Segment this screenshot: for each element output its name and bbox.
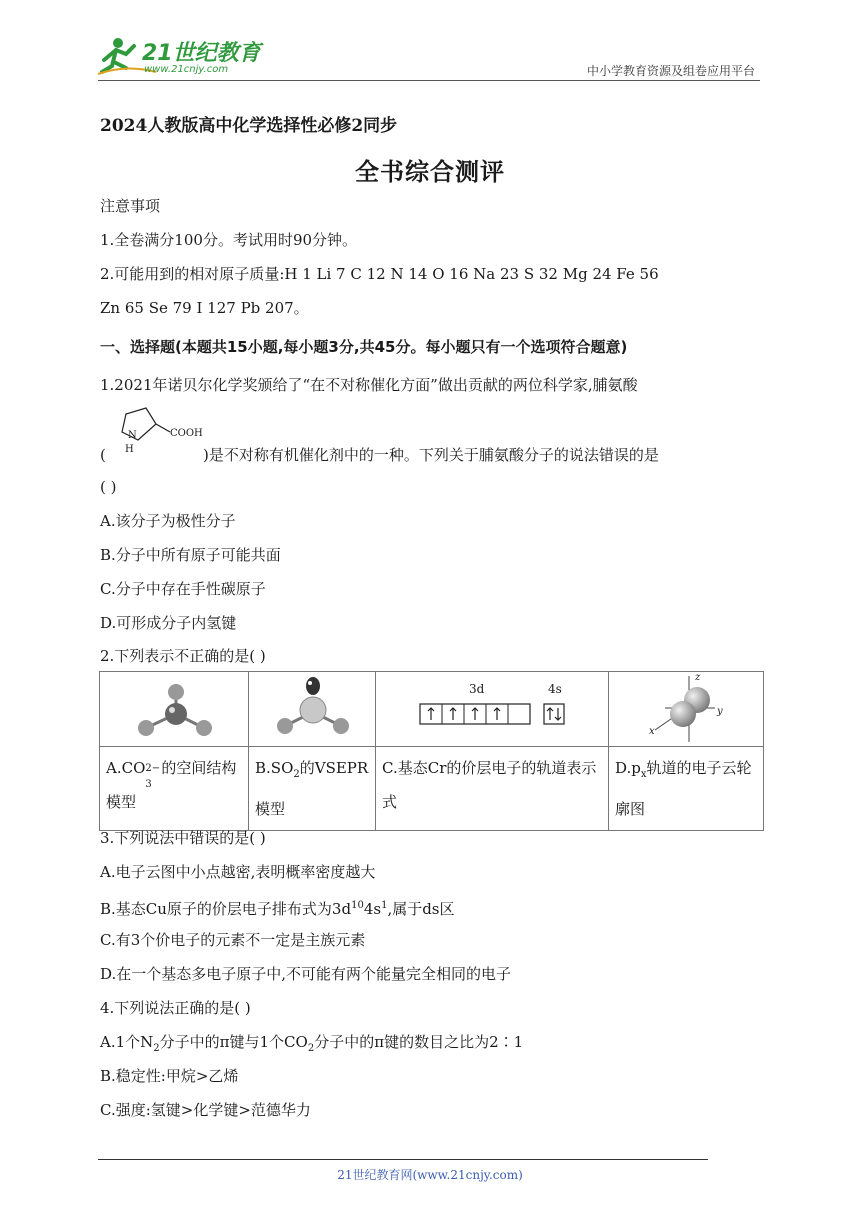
q2-stem: 2.下列表示不正确的是( ) (100, 647, 266, 665)
proline-structure (110, 400, 210, 460)
trigonal-planar-model-icon (100, 672, 248, 746)
q3-stem: 3.下列说法中错误的是( ) (100, 829, 266, 847)
q1-stem-line1: 1.2021年诺贝尔化学奖颁给了“在不对称催化方面”做出贡献的两位科学家,脯氨酸 (100, 376, 638, 394)
q3-option-a: A.电子云图中小点越密,表明概率密度越大 (100, 863, 376, 881)
doc-title: 全书综合测评 (355, 158, 505, 186)
q2-pic-b (249, 672, 376, 747)
struct-h-label: H (125, 444, 134, 455)
vsepr-model-icon (249, 672, 375, 746)
q3-option-d: D.在一个基态多电子原子中,不可能有两个能量完全相同的电子 (100, 965, 512, 983)
q1-option-a: A.该分子为极性分子 (100, 512, 236, 530)
logo-url: www.21cnjy.com (144, 64, 229, 75)
site-logo (96, 34, 261, 80)
q2-pic-a (100, 672, 249, 747)
q4-option-c: C.强度:氢键>化学键>范德华力 (100, 1101, 311, 1119)
q2-option-c: C.基态Cr的价层电子的轨道表示式 (376, 747, 609, 831)
q2-option-d: $D.p_x$轨道的电子云轮廓图 (609, 747, 764, 831)
q3-option-b: B.基态Cu原子的价层电子排布式为$3d^{10}4s^1$,属于ds区 (100, 900, 455, 918)
orbital-4s-label: 4s (548, 682, 562, 696)
q1-stem-line2: )是不对称有机催化剂中的一种。下列关于脯氨酸分子的说法错误的是 (203, 446, 659, 464)
q4-option-a: A.1个$N_2$分子中的π键与1个$CO_2$分子中的π键的数目之比为2∶1 (100, 1033, 524, 1054)
q1-option-b: B.分子中所有原子可能共面 (100, 546, 281, 564)
axis-x-label: x (649, 726, 655, 737)
q2-pic-c (376, 672, 609, 747)
header-divider (98, 80, 760, 81)
orbital-diagram-icon (376, 672, 608, 746)
px-orbital-cloud-icon (609, 672, 763, 746)
footer-divider (98, 1159, 708, 1160)
struct-cooh-label: COOH (170, 428, 203, 439)
q4-stem: 4.下列说法正确的是( ) (100, 999, 251, 1017)
logo-text: 21世纪教育 (142, 41, 261, 66)
q1-option-c: C.分子中存在手性碳原子 (100, 580, 266, 598)
q1-open-paren: ( (100, 446, 106, 464)
notes-heading: 注意事项 (100, 197, 161, 215)
q2-pic-d (609, 672, 764, 747)
q2-option-a: A.CO 2− 3 的空间结构模型 (100, 747, 249, 831)
notes-item-2b: Zn 65 Se 79 I 127 Pb 207。 (100, 299, 309, 317)
q3-option-c: C.有3个价电子的元素不一定是主族元素 (100, 931, 366, 949)
q2-option-b: $B.SO_2$的VSEPR模型 (249, 747, 376, 831)
orbital-3d-label: 3d (469, 682, 485, 696)
notes-item-2a: 2.可能用到的相对原子质量:H 1 Li 7 C 12 N 14 O 16 Na 23 S 32 Mg 24 Fe 56 (100, 265, 659, 283)
q1-option-d: D.可形成分子内氢键 (100, 614, 237, 632)
notes-item-1: 1.全卷满分100分。考试用时90分钟。 (100, 231, 358, 249)
struct-n-label: N (128, 430, 137, 441)
section-heading: 一、选择题(本题共15小题,每小题3分,共45分。每小题只有一个选项符合题意) (100, 338, 628, 356)
q2-options-table (99, 671, 764, 831)
q1-answer-paren: ( ) (100, 478, 117, 496)
footer-link[interactable]: 21世纪教育网(www.21cnjy.com) (337, 1168, 523, 1182)
q4-option-b: B.稳定性:甲烷>乙烯 (100, 1067, 239, 1085)
doc-subtitle: 2024人教版高中化学选择性必修2同步 (100, 116, 398, 136)
axis-z-label: z (695, 672, 701, 683)
axis-y-label: y (717, 706, 723, 717)
header-slogan: 中小学教育资源及组卷应用平台 (586, 64, 755, 78)
